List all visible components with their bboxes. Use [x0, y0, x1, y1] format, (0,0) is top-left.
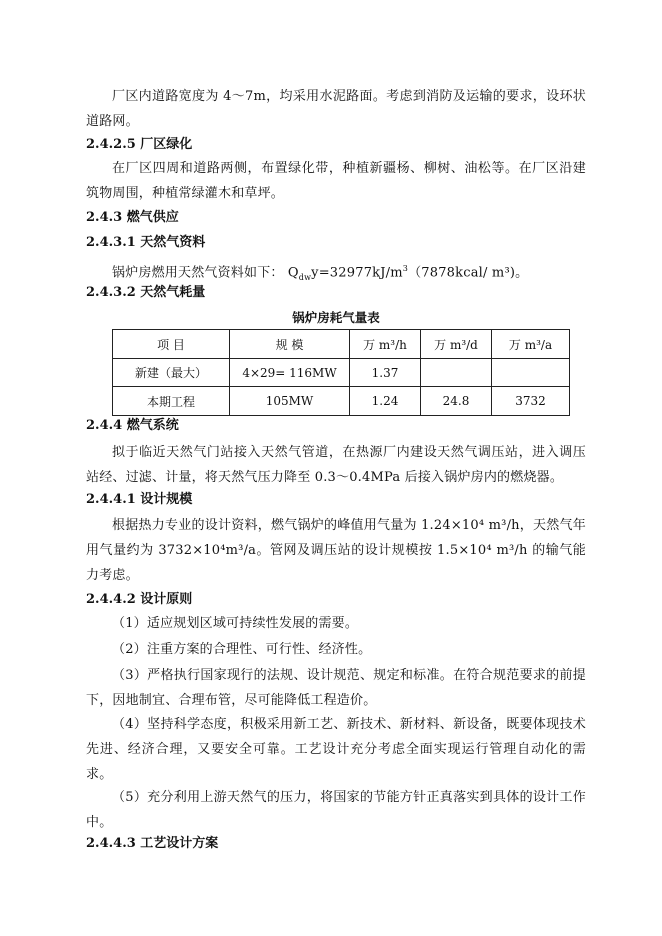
table-header-cell: 万 m³/d: [421, 330, 492, 359]
table-cell: 本期工程: [113, 387, 230, 416]
table-cell: 105MW: [230, 387, 350, 416]
paragraph-road: 厂区内道路宽度为 4～7m，均采用水泥路面。考虑到消防及运输的要求，设环状道路网。: [86, 89, 586, 129]
table-cell: 1.37: [350, 359, 421, 387]
heading-2-4-2-5: 2.4.2.5 厂区绿化: [86, 137, 193, 152]
table-header-row: [113, 330, 570, 359]
table-header-cell: 规 模: [230, 330, 350, 359]
principle-4: （4）坚持科学态度，积极采用新工艺、新技术、新材料、新设备，既要体现技术先进、经济合理，又要安全可靠。工艺设计充分考虑全面实现运行管理自动化的需求。: [86, 717, 586, 782]
heading-2-4-4-3: 2.4.4.3 工艺设计方案: [86, 836, 219, 851]
paragraph-design-scale: 根据热力专业的设计资料，燃气锅炉的峰值用气量为 1.24×10⁴ m³/h，天然气年用气量约为 3732×10⁴m³/a。管网及调压站的设计规模按 1.5×10⁴ m³/h 的输气能力考虑。: [86, 518, 586, 583]
paragraph-greening: 在厂区四周和道路两侧，布置绿化带，种植新疆杨、柳树、油松等。在厂区沿建筑物周围，种植常绿灌木和草坪。: [86, 161, 586, 201]
table-row: [113, 387, 570, 416]
table-cell: [492, 359, 570, 387]
heading-2-4-3: 2.4.3 燃气供应: [86, 210, 179, 225]
gas-data-subscript: dw: [298, 272, 312, 282]
principle-3: （3）严格执行国家现行的法规、设计规范、规定和标准。在符合规范要求的前提下，因地制宜、合理布管，尽可能降低工程造价。: [86, 668, 586, 708]
table-cell: 新建（最大）: [113, 359, 230, 387]
principle-2: （2）注重方案的合理性、可行性、经济性。: [112, 642, 372, 657]
heading-2-4-4-2: 2.4.4.2 设计原则: [86, 592, 193, 607]
table-cell: 3732: [492, 387, 570, 416]
gas-data-superscript: 3: [402, 264, 409, 273]
paragraph-gas-system: 拟于临近天然气门站接入天然气管道，在热源厂内建设天然气调压站，进入调压站经、过滤、计量，将天然气压力降至 0.3～0.4MPa 后接入锅炉房内的燃烧器。: [86, 445, 586, 485]
heading-2-4-3-2: 2.4.3.2 天然气耗量: [86, 285, 206, 300]
table-cell: 24.8: [421, 387, 492, 416]
table-caption: 锅炉房耗气量表: [292, 310, 380, 325]
heading-2-4-4: 2.4.4 燃气系统: [86, 418, 179, 433]
table-cell: 4×29= 116MW: [230, 359, 350, 387]
table-cell: [421, 359, 492, 387]
heading-2-4-3-1: 2.4.3.1 天然气资料: [86, 235, 206, 250]
principle-1: （1）适应规划区域可持续性发展的需要。: [112, 616, 359, 631]
table-header-cell: 万 m³/a: [492, 330, 570, 359]
gas-data-prefix: 锅炉房燃用天然气资料如下： Q: [112, 265, 299, 281]
heading-2-4-4-1: 2.4.4.1 设计规模: [86, 492, 193, 507]
principle-5: （5）充分利用上游天然气的压力，将国家的节能方针正真落实到具体的设计工作中。: [86, 790, 586, 830]
gas-data-suffix: （7878kcal/ m³)。: [408, 265, 529, 281]
gas-data-value: y=32977kJ/m: [311, 265, 403, 281]
gas-consumption-table: [112, 329, 570, 416]
table-header-cell: 项 目: [113, 330, 230, 359]
table-cell: 1.24: [350, 387, 421, 416]
table-row: [113, 359, 570, 387]
table-header-cell: 万 m³/h: [350, 330, 421, 359]
